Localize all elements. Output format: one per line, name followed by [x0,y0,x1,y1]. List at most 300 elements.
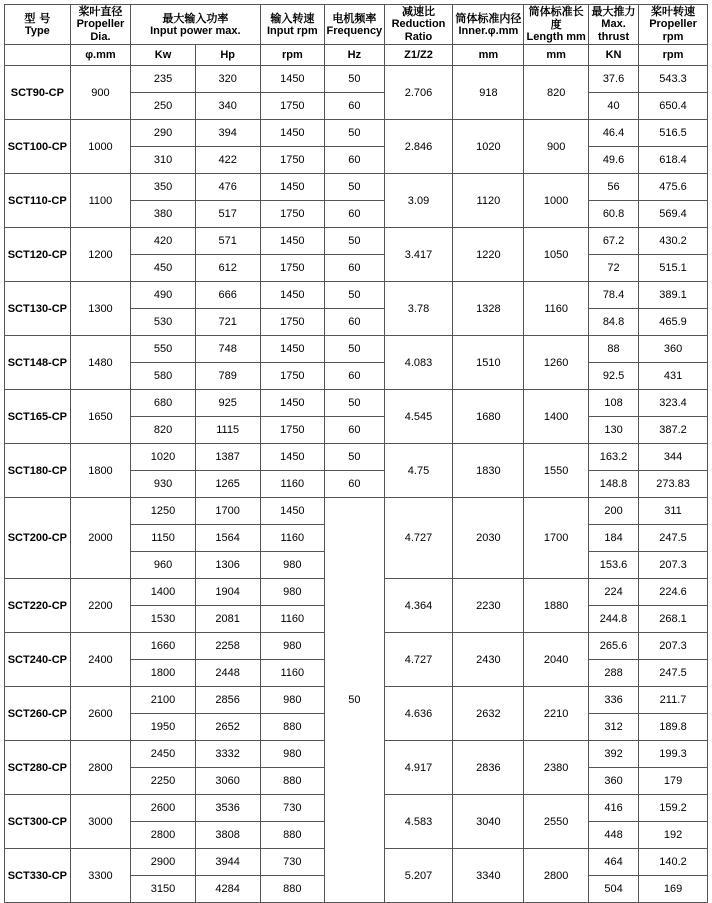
cell-inner-diameter: 3340 [453,849,524,903]
cell-input-rpm: 1450 [260,174,325,201]
cell-power-hp: 612 [195,255,260,282]
cell-model-type: SCT148-CP [5,336,71,390]
cell-input-rpm: 1750 [260,93,325,120]
cell-model-type: SCT130-CP [5,282,71,336]
cell-propeller-rpm: 569.4 [639,201,708,228]
header-length [524,5,589,45]
cell-power-kw: 2450 [131,741,196,768]
cell-input-rpm: 1160 [260,606,325,633]
header-frequency-en: Frequency [326,24,383,37]
cell-frequency: 60 [325,417,384,444]
cell-propeller-diameter: 1100 [70,174,130,228]
cell-model-type: SCT110-CP [5,174,71,228]
cell-propeller-rpm: 323.4 [639,390,708,417]
cell-propeller-rpm: 465.9 [639,309,708,336]
cell-propeller-diameter: 2600 [70,687,130,741]
cell-input-rpm: 730 [260,849,325,876]
cell-inner-diameter: 2030 [453,498,524,579]
header-diameter [70,5,130,45]
cell-power-kw: 580 [131,363,196,390]
cell-power-kw: 3150 [131,876,196,903]
cell-model-type: SCT180-CP [5,444,71,498]
cell-power-kw: 310 [131,147,196,174]
cell-frequency: 60 [325,201,384,228]
cell-input-rpm: 1450 [260,444,325,471]
cell-power-hp: 320 [195,66,260,93]
header-diameter-en: Propeller Dia. [76,18,125,43]
cell-power-hp: 394 [195,120,260,147]
cell-length: 2550 [524,795,589,849]
cell-power-hp: 2081 [195,606,260,633]
header-input-power [131,5,260,45]
cell-reduction-ratio: 3.09 [384,174,453,228]
cell-length: 2380 [524,741,589,795]
header-input-rpm [260,5,325,45]
cell-max-thrust: 163.2 [589,444,639,471]
cell-power-hp: 1115 [195,417,260,444]
header-reduction-ratio-en: Reduction Ratio [391,18,446,43]
cell-inner-diameter: 1120 [453,174,524,228]
cell-power-kw: 250 [131,93,196,120]
cell-propeller-diameter: 1480 [70,336,130,390]
table-row [5,174,708,201]
cell-length: 1400 [524,390,589,444]
header-frequency [325,5,384,45]
header-type [5,5,71,45]
cell-max-thrust: 360 [589,768,639,795]
cell-length: 1550 [524,444,589,498]
cell-max-thrust: 336 [589,687,639,714]
cell-max-thrust: 37.6 [589,66,639,93]
cell-propeller-rpm: 224.6 [639,579,708,606]
cell-power-hp: 666 [195,282,260,309]
cell-propeller-diameter: 2000 [70,498,130,579]
cell-frequency: 60 [325,147,384,174]
cell-frequency: 50 [325,66,384,93]
cell-propeller-rpm: 211.7 [639,687,708,714]
cell-inner-diameter: 918 [453,66,524,120]
cell-length: 1000 [524,174,589,228]
cell-propeller-diameter: 1300 [70,282,130,336]
cell-propeller-diameter: 1650 [70,390,130,444]
cell-propeller-rpm: 247.5 [639,525,708,552]
cell-inner-diameter: 2836 [453,741,524,795]
cell-power-kw: 1020 [131,444,196,471]
cell-model-type: SCT240-CP [5,633,71,687]
cell-power-kw: 820 [131,417,196,444]
cell-propeller-rpm: 344 [639,444,708,471]
cell-length: 1880 [524,579,589,633]
header-reduction-ratio [384,5,453,45]
cell-power-kw: 235 [131,66,196,93]
cell-max-thrust: 148.8 [589,471,639,498]
cell-propeller-rpm: 179 [639,768,708,795]
table-row [5,444,708,471]
cell-input-rpm: 1450 [260,336,325,363]
cell-input-rpm: 1160 [260,471,325,498]
cell-max-thrust: 78.4 [589,282,639,309]
cell-inner-diameter: 1830 [453,444,524,498]
header-inner-dia-cn: 筒体标准内径 [455,11,522,25]
cell-max-thrust: 200 [589,498,639,525]
cell-input-rpm: 1750 [260,309,325,336]
cell-max-thrust: 67.2 [589,228,639,255]
propeller-spec-table [4,4,708,903]
header-max-thrust-en: Max. thrust [597,18,630,43]
cell-reduction-ratio: 4.727 [384,498,453,579]
table-header [5,5,708,66]
cell-frequency: 50 [325,282,384,309]
header-length-cn: 筒体标准长度 [528,5,584,31]
cell-max-thrust: 60.8 [589,201,639,228]
cell-input-rpm: 980 [260,741,325,768]
cell-frequency: 50 [325,390,384,417]
cell-power-kw: 680 [131,390,196,417]
cell-power-kw: 530 [131,309,196,336]
cell-input-rpm: 1450 [260,282,325,309]
cell-propeller-rpm: 387.2 [639,417,708,444]
cell-propeller-rpm: 430.2 [639,228,708,255]
cell-max-thrust: 244.8 [589,606,639,633]
cell-input-rpm: 880 [260,714,325,741]
cell-propeller-diameter: 1200 [70,228,130,282]
cell-model-type: SCT330-CP [5,849,71,903]
cell-power-hp: 2258 [195,633,260,660]
cell-power-hp: 1387 [195,444,260,471]
cell-inner-diameter: 3040 [453,795,524,849]
cell-power-kw: 1950 [131,714,196,741]
cell-power-kw: 1250 [131,498,196,525]
cell-reduction-ratio: 4.636 [384,687,453,741]
cell-model-type: SCT200-CP [5,498,71,579]
cell-length: 900 [524,120,589,174]
cell-max-thrust: 464 [589,849,639,876]
header-reduction-ratio-cn: 减速比 [402,5,435,18]
cell-max-thrust: 40 [589,93,639,120]
cell-model-type: SCT220-CP [5,579,71,633]
cell-length: 1050 [524,228,589,282]
header-diameter-cn: 桨叶直径 [78,5,123,18]
unit-kw: Kw [131,45,196,66]
table-row [5,228,708,255]
cell-propeller-rpm: 247.5 [639,660,708,687]
cell-input-rpm: 880 [260,768,325,795]
cell-reduction-ratio: 4.727 [384,633,453,687]
header-input-rpm-cn: 输入转速 [270,11,315,25]
cell-length: 2040 [524,633,589,687]
cell-frequency: 60 [325,309,384,336]
cell-reduction-ratio: 3.417 [384,228,453,282]
cell-power-hp: 3808 [195,822,260,849]
cell-power-hp: 571 [195,228,260,255]
cell-inner-diameter: 1680 [453,390,524,444]
cell-propeller-rpm: 618.4 [639,147,708,174]
cell-propeller-diameter: 1800 [70,444,130,498]
cell-power-kw: 930 [131,471,196,498]
cell-model-type: SCT300-CP [5,795,71,849]
header-propeller-rpm-cn: 桨叶转速 [651,5,696,18]
cell-max-thrust: 92.5 [589,363,639,390]
header-inner-dia [453,5,524,45]
header-inner-dia-en: Inner.φ.mm [458,24,519,37]
cell-power-hp: 476 [195,174,260,201]
cell-power-hp: 3536 [195,795,260,822]
cell-power-kw: 2900 [131,849,196,876]
unit-type [5,45,71,66]
cell-power-hp: 2856 [195,687,260,714]
cell-max-thrust: 49.6 [589,147,639,174]
cell-frequency: 50 [325,444,384,471]
cell-max-thrust: 224 [589,579,639,606]
cell-power-hp: 1564 [195,525,260,552]
cell-propeller-diameter: 3300 [70,849,130,903]
cell-reduction-ratio: 4.364 [384,579,453,633]
table-row [5,282,708,309]
cell-power-kw: 380 [131,201,196,228]
unit-max-thrust: KN [589,45,639,66]
cell-power-kw: 1150 [131,525,196,552]
cell-length: 1160 [524,282,589,336]
cell-frequency: 60 [325,93,384,120]
cell-input-rpm: 980 [260,687,325,714]
cell-power-kw: 350 [131,174,196,201]
header-frequency-cn: 电机频率 [332,11,377,25]
cell-input-rpm: 980 [260,633,325,660]
cell-power-hp: 1700 [195,498,260,525]
cell-propeller-rpm: 360 [639,336,708,363]
cell-propeller-rpm: 311 [639,498,708,525]
cell-reduction-ratio: 2.846 [384,120,453,174]
cell-max-thrust: 56 [589,174,639,201]
cell-max-thrust: 392 [589,741,639,768]
cell-max-thrust: 88 [589,336,639,363]
cell-propeller-rpm: 169 [639,876,708,903]
cell-power-kw: 1530 [131,606,196,633]
cell-inner-diameter: 1020 [453,120,524,174]
cell-model-type: SCT260-CP [5,687,71,741]
cell-power-kw: 2800 [131,822,196,849]
cell-frequency: 50 [325,174,384,201]
cell-input-rpm: 1450 [260,66,325,93]
cell-max-thrust: 84.8 [589,309,639,336]
table-row [5,390,708,417]
cell-power-hp: 721 [195,309,260,336]
cell-propeller-rpm: 431 [639,363,708,390]
header-input-rpm-en: Input rpm [266,24,318,37]
cell-power-kw: 490 [131,282,196,309]
cell-propeller-diameter: 2200 [70,579,130,633]
cell-inner-diameter: 2430 [453,633,524,687]
cell-propeller-rpm: 516.5 [639,120,708,147]
cell-input-rpm: 1450 [260,228,325,255]
cell-propeller-rpm: 140.2 [639,849,708,876]
cell-max-thrust: 153.6 [589,552,639,579]
cell-length: 2800 [524,849,589,903]
cell-propeller-rpm: 199.3 [639,741,708,768]
cell-input-rpm: 1750 [260,363,325,390]
header-input-power-cn: 最大输入功率 [162,11,229,25]
cell-inner-diameter: 2230 [453,579,524,633]
header-propeller-rpm [639,5,708,45]
cell-max-thrust: 130 [589,417,639,444]
cell-input-rpm: 1750 [260,255,325,282]
unit-frequency: Hz [325,45,384,66]
cell-power-kw: 1400 [131,579,196,606]
cell-frequency: 60 [325,471,384,498]
cell-length: 1700 [524,498,589,579]
cell-max-thrust: 504 [589,876,639,903]
cell-max-thrust: 448 [589,822,639,849]
cell-propeller-diameter: 3000 [70,795,130,849]
cell-model-type: SCT280-CP [5,741,71,795]
cell-propeller-rpm: 192 [639,822,708,849]
cell-input-rpm: 1750 [260,147,325,174]
cell-power-hp: 2448 [195,660,260,687]
cell-max-thrust: 288 [589,660,639,687]
header-type-en: Type [24,24,50,37]
cell-max-thrust: 184 [589,525,639,552]
cell-power-kw: 2600 [131,795,196,822]
cell-input-rpm: 880 [260,822,325,849]
table-row [5,336,708,363]
cell-input-rpm: 1160 [260,660,325,687]
cell-propeller-rpm: 273.83 [639,471,708,498]
cell-input-rpm: 880 [260,876,325,903]
cell-propeller-diameter: 2400 [70,633,130,687]
header-row-units [5,45,708,66]
cell-power-hp: 789 [195,363,260,390]
cell-power-hp: 4284 [195,876,260,903]
cell-propeller-diameter: 2800 [70,741,130,795]
cell-propeller-rpm: 475.6 [639,174,708,201]
cell-max-thrust: 72 [589,255,639,282]
cell-frequency: 60 [325,255,384,282]
header-input-power-en: Input power max. [150,24,241,37]
cell-power-kw: 1800 [131,660,196,687]
cell-input-rpm: 980 [260,579,325,606]
cell-frequency: 50 [325,498,384,903]
cell-power-hp: 1265 [195,471,260,498]
cell-propeller-rpm: 268.1 [639,606,708,633]
cell-power-kw: 960 [131,552,196,579]
cell-reduction-ratio: 3.78 [384,282,453,336]
cell-reduction-ratio: 5.207 [384,849,453,903]
cell-power-hp: 517 [195,201,260,228]
cell-max-thrust: 265.6 [589,633,639,660]
cell-power-kw: 550 [131,336,196,363]
cell-power-hp: 340 [195,93,260,120]
cell-power-hp: 1306 [195,552,260,579]
unit-hp: Hp [195,45,260,66]
table-row [5,498,708,525]
cell-propeller-diameter: 1000 [70,120,130,174]
cell-length: 1260 [524,336,589,390]
cell-frequency: 50 [325,120,384,147]
unit-inner-dia: mm [453,45,524,66]
cell-power-kw: 420 [131,228,196,255]
cell-power-hp: 422 [195,147,260,174]
cell-length: 820 [524,66,589,120]
unit-diameter: φ.mm [70,45,130,66]
cell-power-hp: 925 [195,390,260,417]
cell-propeller-rpm: 650.4 [639,93,708,120]
cell-max-thrust: 312 [589,714,639,741]
cell-propeller-rpm: 189.8 [639,714,708,741]
cell-input-rpm: 1450 [260,390,325,417]
cell-max-thrust: 108 [589,390,639,417]
cell-input-rpm: 980 [260,552,325,579]
table-row [5,66,708,93]
cell-length: 2210 [524,687,589,741]
cell-model-type: SCT90-CP [5,66,71,120]
cell-power-hp: 3060 [195,768,260,795]
header-propeller-rpm-en: Propeller rpm [649,18,697,43]
cell-reduction-ratio: 4.545 [384,390,453,444]
cell-max-thrust: 416 [589,795,639,822]
cell-power-hp: 1904 [195,579,260,606]
header-length-en: Length mm [526,31,586,43]
cell-power-kw: 2250 [131,768,196,795]
cell-propeller-diameter: 900 [70,66,130,120]
header-type-cn: 型 号 [24,11,51,25]
cell-frequency: 50 [325,228,384,255]
cell-power-kw: 450 [131,255,196,282]
table-body [5,66,708,903]
cell-frequency: 60 [325,363,384,390]
unit-propeller-rpm: rpm [639,45,708,66]
cell-power-kw: 2100 [131,687,196,714]
cell-inner-diameter: 1510 [453,336,524,390]
cell-propeller-rpm: 389.1 [639,282,708,309]
cell-power-hp: 748 [195,336,260,363]
cell-reduction-ratio: 4.75 [384,444,453,498]
cell-inner-diameter: 1328 [453,282,524,336]
cell-model-type: SCT165-CP [5,390,71,444]
unit-reduction-ratio: Z1/Z2 [384,45,453,66]
cell-power-kw: 290 [131,120,196,147]
cell-power-hp: 3332 [195,741,260,768]
cell-reduction-ratio: 2.706 [384,66,453,120]
cell-max-thrust: 46.4 [589,120,639,147]
cell-propeller-rpm: 543.3 [639,66,708,93]
cell-input-rpm: 730 [260,795,325,822]
cell-power-hp: 2652 [195,714,260,741]
cell-propeller-rpm: 159.2 [639,795,708,822]
cell-inner-diameter: 1220 [453,228,524,282]
cell-frequency: 50 [325,336,384,363]
table-row [5,120,708,147]
cell-input-rpm: 1450 [260,498,325,525]
unit-input-rpm: rpm [260,45,325,66]
cell-input-rpm: 1750 [260,417,325,444]
cell-model-type: SCT120-CP [5,228,71,282]
cell-input-rpm: 1750 [260,201,325,228]
cell-propeller-rpm: 515.1 [639,255,708,282]
cell-input-rpm: 1450 [260,120,325,147]
header-row-titles [5,5,708,45]
header-max-thrust-cn: 最大推力 [591,5,636,18]
unit-length: mm [524,45,589,66]
cell-reduction-ratio: 4.917 [384,741,453,795]
cell-reduction-ratio: 4.583 [384,795,453,849]
cell-power-hp: 3944 [195,849,260,876]
cell-reduction-ratio: 4.083 [384,336,453,390]
cell-propeller-rpm: 207.3 [639,552,708,579]
cell-power-kw: 1660 [131,633,196,660]
cell-propeller-rpm: 207.3 [639,633,708,660]
cell-input-rpm: 1160 [260,525,325,552]
header-max-thrust [589,5,639,45]
